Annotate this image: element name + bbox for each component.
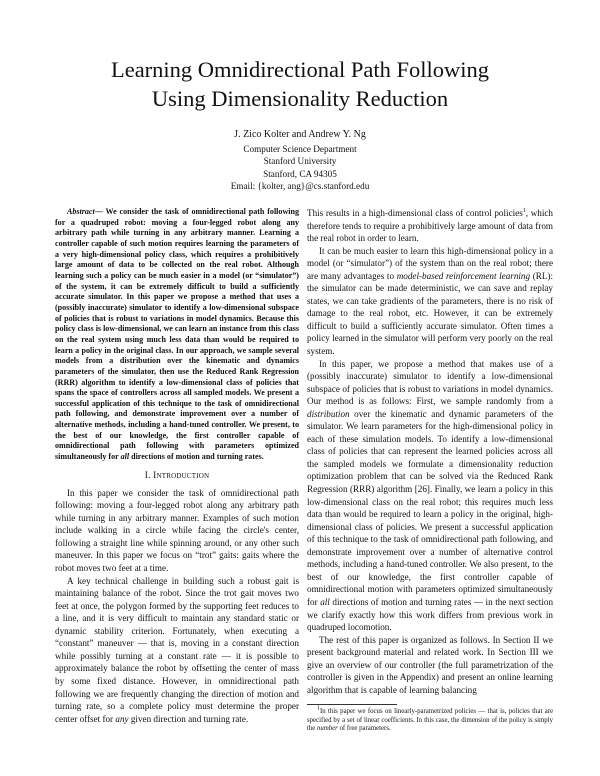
right-paragraph-3	[307, 358, 553, 634]
footnote-divider	[307, 704, 397, 705]
abstract	[55, 207, 299, 463]
right-p3-italic-all: all	[320, 596, 330, 607]
right-column	[307, 207, 553, 734]
right-p3-text-a: In this paper, we propose a method that makes use of a (possibly inaccurate) simulator to identify a low-dimensional subspace of policies that is robust to variations in model dynamics. Our method is as follows: First, we sample randomly from a	[307, 358, 553, 407]
author-block	[0, 129, 600, 193]
intro-p2-text-b: given direction and turning rate.	[128, 713, 249, 724]
footnote-text-a: In this paper we focus on linearly-parametrized policies — that is, policies that are specified by a set of linear coefficients. In this case, the dimension of the policy is simply the	[307, 708, 553, 733]
abstract-label: Abstract	[67, 207, 95, 216]
intro-paragraph-1: In this paper we consider the task of omnidirectional path following: moving a four-legged robot along any arbitrary path while turning in any arbitrary manner. Examples of such motion include walking in a circle while facing the circle's center, following a straight line while spinning around, or any other such maneuver. In this paper we focus on “trot” gaits: gaits where the robot moves two feet at a time.	[55, 487, 299, 574]
right-p2-italic: model-based reinforcement learning	[396, 270, 531, 281]
right-p3-text-c: directions of motion and turning rates — in the next section we clarify exactly how this work differs from previous work in quadruped locomotion.	[307, 596, 554, 633]
footnote-text-b: of free parameters.	[337, 725, 391, 733]
section-title: Introduction	[153, 470, 210, 481]
right-paragraph-4: The rest of this paper is organized as follows. In Section II we present background material and related work. In Section III we give an overview of our controller (the full parametrization of the controller is given in the Appendix) and present an online learning algorithm that is capable of learning balancing	[307, 634, 553, 695]
paper-title	[0, 55, 600, 113]
abstract-text-a: We consider the task of omnidirectional path following for a quadruped robot: moving a four-legged robot along any arbitrary path while turning in any arbitrary manner. Learning a controller capable of such motion requires learning the parameters of a very high-dimensional policy class, which requires a prohibitively large amount of data to be collected on the real robot. Although learning such a policy can be much easier in a model (or “simulator”) of the system, it can be extremely difficult to build a sufficiently accurate simulator. In this paper we propose a method that uses a (possibly inaccurate) simulator to identify a low-dimensional subspace of policies that is robust to variations in model dynamics. Because this policy class is low-dimensional, we can learn an instance from this class on the real system using much less data than would be required to learn a policy in the original class. In our approach, we sample several models from a distribution over the kinematic and dynamics parameters of the simulator, then use the Reduced Rank Regression (RRR) algorithm to identify a low-dimensional class of policies that spans the space of controllers across all sampled models. We present a successful application of this technique to the task of omnidirectional path following, and demonstrate improvement over a number of alternative methods, including a hand-tuned controller. We present, to the best of our knowledge, the first controller capable of omnidirectional path following with parameters optimized simultaneously for	[55, 207, 299, 462]
footnote-ref-1: 1	[522, 207, 526, 214]
intro-p2-italic: any	[115, 713, 129, 724]
abstract-italic-all: all	[120, 452, 130, 462]
right-p2-text-a: It can be much easier to learn this high-dimensional policy in a model (or “simulator”) of the system than on the real robot; there are many advantages to	[307, 245, 553, 281]
left-column	[55, 207, 299, 725]
intro-p2-text-a: A key technical challenge in building such a robust gait is maintaining balance of the robot. Since the trot gait moves two feet at once, the polygon formed by the supporting feet reduces to a line, and it is very difficult to maintain any standard static or dynamic stability criterion. Fortunately, when executing a “constant” maneuver — that is, moving in a constant direction while possibly turning at a constant rate — it is possible to approximately balance the robot by offsetting the center of mass by some fixed distance. However, in omnidirectional path following we are frequently changing the direction of motion and turning rate, so a complete policy must determine the proper center offset for	[55, 575, 299, 724]
intro-paragraph-2	[55, 575, 299, 726]
right-p3-text-b: over the kinematic and dynamic parameters of the simulator. We learn parameters for the high-dimensional policy in each of these simulation models. To identify a low-dimensional class of policies that can represent the learned policies across all the sampled models we formulate a dimensionality reduction optimization problem that can be solved via the Reduced Rank Regression (RRR) algorithm [26]. Finally, we learn a policy in this low-dimensional class on the real robot; this requires much less data than would be required to learn a policy in the original, high-dimensional class of policies. We present a successful application of this technique to the task of omnidirectional path following, and demonstrate improvement over a number of alternative control methods, including a hand-tuned controller. We also present, to the best of our knowledge, the first controller capable of omnidirectional motion with parameters optimized simultaneously for	[307, 408, 553, 607]
abstract-text-b: directions of motion and turning rates.	[129, 452, 264, 462]
right-paragraph-1	[307, 207, 553, 245]
title-line-1: Learning Omnidirectional Path Following	[110, 57, 490, 82]
section-heading-introduction	[55, 471, 299, 481]
right-p2-text-b: (RL): the simulator can be made deterministic, we can save and replay states, we can take gradients of the parameters, there is no risk of damage to the real robot, etc. However, it can be extremely difficult to build a sufficiently accurate simulator. Often times a policy learned in the simulator will perform very poorly on the real system.	[307, 270, 553, 357]
author-email: Email: {kolter, ang}@cs.stanford.edu	[230, 181, 370, 192]
abstract-dash: —	[94, 207, 106, 216]
footnote-mark: 1	[317, 706, 320, 713]
author-address: Stanford, CA 94305	[263, 168, 337, 179]
right-paragraph-2	[307, 245, 553, 358]
author-university: Stanford University	[263, 156, 337, 167]
title-line-2: Using Dimensionality Reduction	[151, 86, 449, 111]
right-p1-text-b: , which therefore tends to require a prohibitively large amount of data from the real robot in order to learn.	[307, 208, 553, 244]
footnote	[307, 708, 553, 733]
section-numeral: I.	[144, 470, 154, 481]
footnote-italic: number	[317, 725, 338, 733]
author-names: J. Zico Kolter and Andrew Y. Ng	[234, 129, 366, 140]
right-p1-text-a: This results in a high-dimensional class of control policies	[307, 208, 523, 218]
right-p3-italic: distribution	[307, 408, 350, 419]
author-department: Computer Science Department	[243, 143, 357, 154]
